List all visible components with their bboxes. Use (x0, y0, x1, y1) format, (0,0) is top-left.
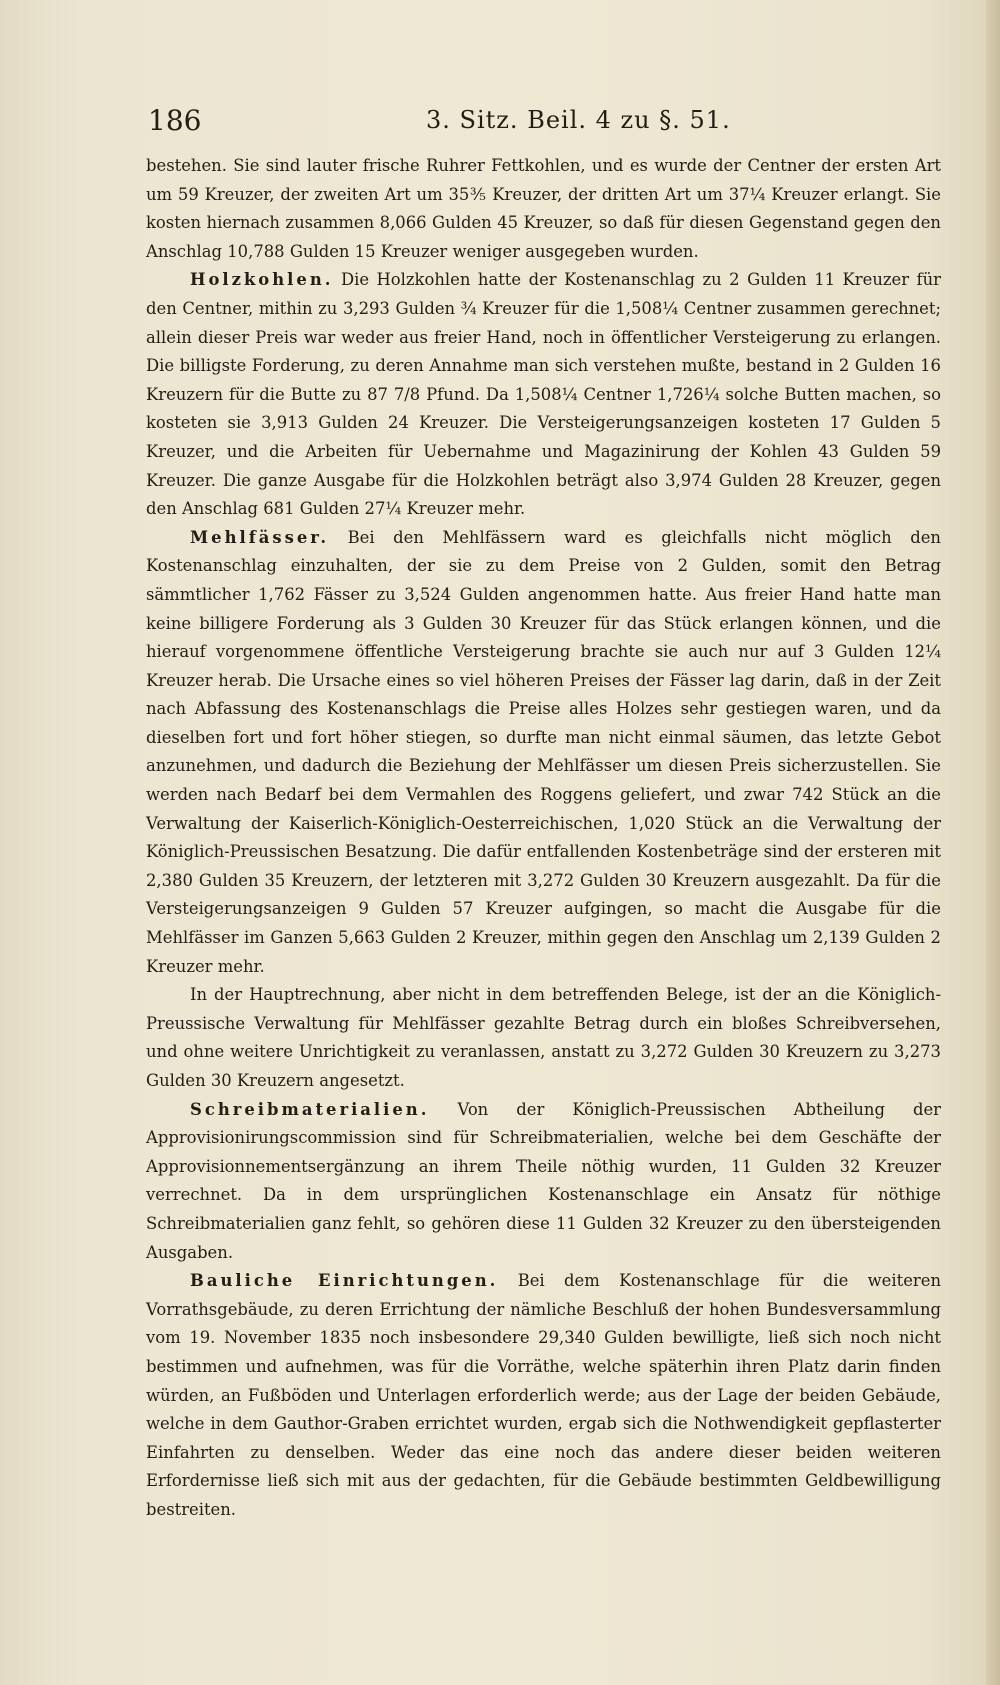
paragraph-bauliche-einrichtungen (146, 1267, 941, 1524)
paragraph-text: In der Hauptrechnung, aber nicht in dem betreffenden Belege, ist der an die Königlich-Preussische Verwaltung für Mehlfässer gezahlte Betrag durch ein bloßes Schreibversehen, und ohne weitere Unrichtigkeit zu veranlassen, anstatt zu 3,272 Gulden 30 Kreuzern zu 3,273 Gulden 30 Kreuzern angesetzt. (146, 985, 941, 1090)
paragraph-text: Von der Königlich-Preussischen Abtheilung der Approvisionirungscommission sind für Schreibmaterialien, welche bei dem Geschäfte der Approvisionnementsergänzung an ihrem Theile nöthig wurden, 11 Gulden 32 Kreuzer verrechnet. Da in dem ursprünglichen Kostenanschlage ein Ansatz für nöthige Schreibmaterialien ganz fehlt, so gehören diese 11 Gulden 32 Kreuzer zu den übersteigenden Ausgaben. (146, 1099, 941, 1262)
page-header (148, 100, 940, 140)
paragraph-text: Die Holzkohlen hatte der Kostenanschlag zu 2 Gulden 11 Kreuzer für den Centner, mithin zu 3,293 Gulden ¾ Kreuzer für die 1,508¼ Centner zusammen gerechnet; allein dieser Preis war weder aus freier Hand, noch in öffentlicher Versteigerung zu erlangen. Die billigste Forderung, zu deren Annahme man sich verstehen mußte, bestand in 2 Gulden 16 Kreuzern für die Butte zu 87 7/8 Pfund. Da 1,508¼ Centner 1,726¼ solche Butten machen, so kosteten sie 3,913 Gulden 24 Kreuzer. Die Versteigerungsanzeigen kosteten 17 Gulden 5 Kreuzer, und die Arbeiten für Uebernahme und Magazinirung der Kohlen 43 Gulden 59 Kreuzer. Die ganze Ausgabe für die Holzkohlen beträgt also 3,974 Gulden 28 Kreuzer, gegen den Anschlag 681 Gulden 27¼ Kreuzer mehr. (146, 270, 941, 519)
paragraph-text: bestehen. Sie sind lauter frische Ruhrer Fettkohlen, und es wurde der Centner der ersten Art um 59 Kreuzer, der zweiten Art um 35⅗ Kreuzer, der dritten Art um 37¼ Kreuzer erlangt. Sie kosten hiernach zusammen 8,066 Gulden 45 Kreuzer, so daß für diesen Gegenstand gegen den Anschlag 10,788 Gulden 15 Kreuzer weniger ausgegeben wurden. (146, 156, 941, 261)
page-edge (986, 0, 1000, 1685)
section-heading: Mehlfässer. (190, 527, 330, 547)
section-heading: Schreibmaterialien. (190, 1099, 430, 1119)
paragraph-schreibmaterialien (146, 1096, 941, 1268)
running-head: 3. Sitz. Beil. 4 zu §. 51. (426, 106, 731, 134)
paragraph-mehlfaesser (146, 524, 941, 982)
page-number: 186 (148, 104, 202, 137)
paragraph-holzkohlen (146, 266, 941, 523)
paragraph-text: Bei den Mehlfässern ward es gleichfalls nicht möglich den Kostenanschlag einzuhalten, der sie zu dem Preise von 2 Gulden, somit den Betrag sämmtlicher 1,762 Fässer zu 3,524 Gulden angenommen hatte. Aus freier Hand hatte man keine billigere Forderung als 3 Gulden 30 Kreuzer für das Stück erlangen können, und die hierauf vorgenommene öffentliche Versteigerung brachte sie auch nur auf 3 Gulden 12¼ Kreuzer herab. Die Ursache eines so viel höheren Preises der Fässer lag darin, daß in der Zeit nach Abfassung des Kostenanschlags die Preise alles Holzes sehr gestiegen waren, und da dieselben fort und fort höher stiegen, so durfte man nicht einmal säumen, das letzte Gebot anzunehmen, und dadurch die Beziehung der Mehlfässer um diesen Preis sicherzustellen. Sie werden nach Bedarf bei dem Vermahlen des Roggens geliefert, und zwar 742 Stück an die Verwaltung der Kaiserlich-Königlich-Oesterreichischen, 1,020 Stück an die Verwaltung der Königlich-Preussischen Besatzung. Die dafür entfallenden Kostenbeträge sind der ersteren mit 2,380 Gulden 35 Kreuzern, der letzteren mit 3,272 Gulden 30 Kreuzern ausgezahlt. Da für die Versteigerungsanzeigen 9 Gulden 57 Kreuzer aufgingen, so macht die Ausgabe für die Mehlfässer im Ganzen 5,663 Gulden 2 Kreuzer, mithin gegen den Anschlag um 2,139 Gulden 2 Kreuzer mehr. (146, 527, 941, 976)
section-heading: Holzkohlen. (190, 270, 334, 290)
section-heading: Bauliche Einrichtungen. (190, 1271, 499, 1291)
paragraph-steinkohlen (146, 152, 941, 266)
paragraph-hauptrechnung (146, 981, 941, 1095)
paragraph-text: Bei dem Kostenanschlage für die weiteren Vorrathsgebäude, zu deren Errichtung der nämliche Beschluß der hohen Bundesversammlung vom 19. November 1835 noch insbesondere 29,340 Gulden bewilligte, ließ sich noch nicht bestimmen und aufnehmen, was für die Vorräthe, welche späterhin ihren Platz darin finden würden, an Fußböden und Unterlagen erforderlich werde; aus der Lage der beiden Gebäude, welche in dem Gauthor-Graben errichtet wurden, ergab sich die Nothwendigkeit gepflasterter Einfahrten zu denselben. Weder das eine noch das andere dieser beiden weiteren Erfordernisse ließ sich mit aus der gedachten, für die Gebäude bestimmten Geldbewilligung bestreiten. (146, 1271, 942, 1519)
body-text (146, 152, 941, 1525)
